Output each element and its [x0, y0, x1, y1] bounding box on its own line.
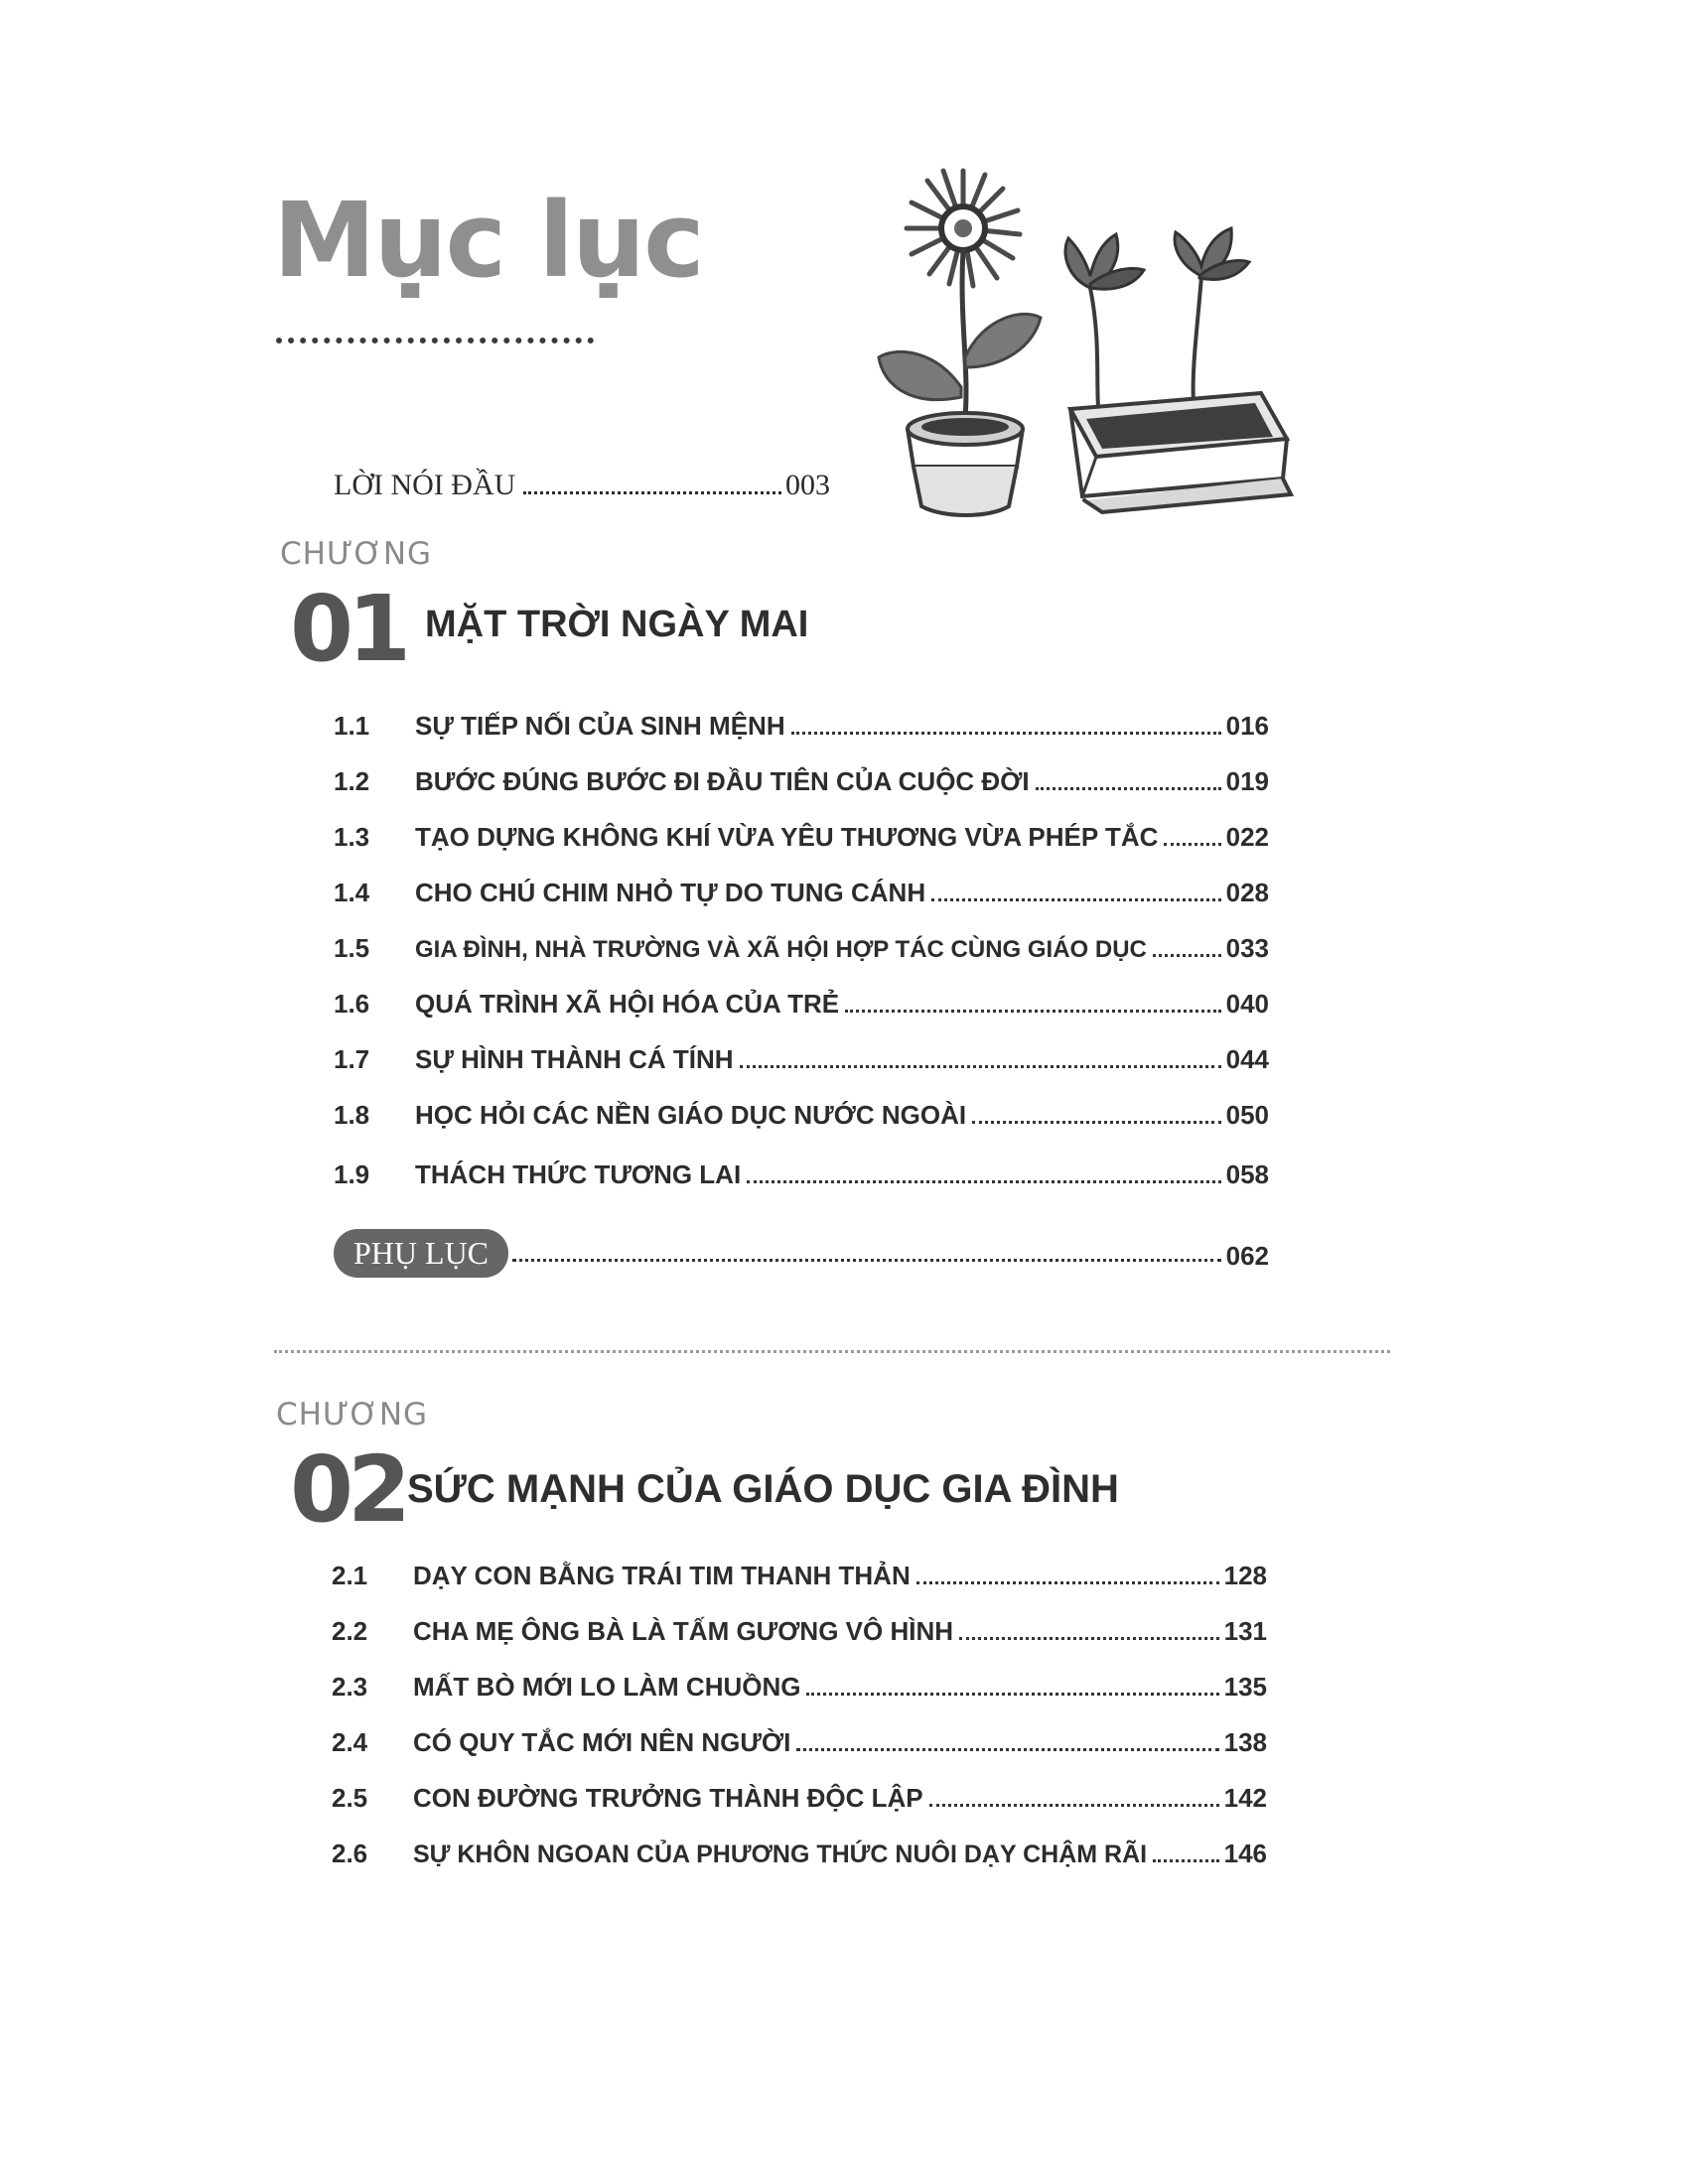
toc-entry-1-8[interactable] — [334, 1100, 1269, 1156]
section-title: CHO CHÚ CHIM NHỎ TỰ DO TUNG CÁNH — [415, 878, 926, 907]
section-title: TẠO DỰNG KHÔNG KHÍ VỪA YÊU THƯƠNG VỪA PHÉP TẮC — [415, 822, 1159, 852]
page-number: 019 — [1225, 766, 1269, 796]
toc-entry-appendix[interactable] — [334, 1229, 1269, 1278]
page-number: 142 — [1223, 1783, 1267, 1813]
section-number: 2.1 — [332, 1561, 368, 1590]
section-number: 1.2 — [334, 766, 370, 796]
dot-leader — [791, 732, 1221, 735]
page-number: 135 — [1223, 1672, 1267, 1702]
dot-leader — [796, 1748, 1218, 1751]
section-title: CÓ QUY TẮC MỚI NÊN NGƯỜI — [413, 1727, 791, 1757]
toc-entry-2-1[interactable] — [332, 1561, 1267, 1616]
dot-leader — [959, 1637, 1219, 1640]
toc-entry-1-5[interactable] — [334, 933, 1269, 989]
toc-entry-2-4[interactable] — [332, 1727, 1267, 1783]
toc-entry-1-6[interactable] — [334, 989, 1269, 1044]
section-title: THÁCH THỨC TƯƠNG LAI — [415, 1160, 742, 1189]
section-title: SỰ KHÔN NGOAN CỦA PHƯƠNG THỨC NUÔI DẠY CHẬM RÃI — [413, 1841, 1148, 1868]
appendix-badge: PHỤ LỤC — [334, 1229, 508, 1278]
toc-entry-1-1[interactable] — [334, 711, 1269, 766]
section-title: QUÁ TRÌNH XÃ HỘI HÓA CỦA TRẺ — [415, 989, 840, 1019]
toc-entry-2-2[interactable] — [332, 1616, 1267, 1672]
section-title: SỰ HÌNH THÀNH CÁ TÍNH — [415, 1044, 734, 1074]
sunflower-pot-icon — [879, 171, 1041, 515]
page-number: 050 — [1225, 1100, 1269, 1130]
chapter-label: CHƯƠNG — [276, 1397, 429, 1433]
section-title: CON ĐƯỜNG TRƯỞNG THÀNH ĐỘC LẬP — [413, 1783, 923, 1813]
section-title: GIA ĐÌNH, NHÀ TRƯỜNG VÀ XÃ HỘI HỢP TÁC CÙNG GIÁO DỤC — [415, 936, 1147, 963]
page-title: Mục lục — [273, 180, 703, 301]
chapter-divider — [274, 1350, 1390, 1353]
section-number: 1.4 — [334, 878, 370, 907]
section-number: 2.5 — [332, 1783, 368, 1813]
preface-page: 003 — [785, 469, 830, 501]
page-number: 131 — [1223, 1616, 1267, 1646]
toc-entry-2-5[interactable] — [332, 1783, 1267, 1839]
planter-box-icon — [1065, 228, 1291, 512]
toc-entry-2-6[interactable] — [332, 1839, 1267, 1894]
page-number: 033 — [1225, 933, 1269, 963]
toc-entry-1-7[interactable] — [334, 1044, 1269, 1100]
dot-leader — [523, 491, 781, 494]
section-title: MẤT BÒ MỚI LO LÀM CHUỒNG — [413, 1672, 801, 1702]
page-number: 016 — [1225, 711, 1269, 741]
chapter-number: 02 — [290, 1436, 406, 1543]
dot-leader — [916, 1581, 1219, 1584]
section-title: SỰ TIẾP NỐI CỦA SINH MỆNH — [415, 711, 785, 741]
preface-entry[interactable] — [334, 469, 830, 502]
toc-entry-1-3[interactable] — [334, 822, 1269, 878]
section-number: 1.3 — [334, 822, 370, 852]
section-title: HỌC HỎI CÁC NỀN GIÁO DỤC NƯỚC NGOÀI — [415, 1100, 967, 1130]
toc-entry-1-9[interactable] — [334, 1156, 1269, 1221]
page-number: 040 — [1225, 989, 1269, 1019]
page-number: 062 — [1225, 1241, 1269, 1271]
title-dotted-rule — [276, 338, 594, 343]
section-number: 2.6 — [332, 1839, 368, 1868]
section-title: DẠY CON BẰNG TRÁI TIM THANH THẢN — [413, 1561, 911, 1590]
section-number: 1.1 — [334, 711, 370, 741]
chapter-title: SỨC MẠNH CỦA GIÁO DỤC GIA ĐÌNH — [407, 1467, 1119, 1511]
section-number: 2.4 — [332, 1727, 368, 1757]
preface-label: LỜI NÓI ĐẦU — [334, 469, 516, 501]
section-number: 1.5 — [334, 933, 370, 963]
section-number: 1.9 — [334, 1160, 370, 1189]
chapter-2-toc — [332, 1561, 1267, 1894]
dot-leader — [1036, 787, 1221, 790]
chapter-title: MẶT TRỜI NGÀY MAI — [425, 604, 809, 645]
dot-leader — [512, 1259, 1221, 1262]
flower-pots-illustration — [874, 159, 1390, 526]
dot-leader — [931, 898, 1221, 901]
section-number: 1.8 — [334, 1100, 370, 1130]
page-number: 028 — [1225, 878, 1269, 907]
section-title: CHA MẸ ÔNG BÀ LÀ TẤM GƯƠNG VÔ HÌNH — [413, 1616, 953, 1646]
dot-leader — [806, 1693, 1218, 1696]
page-number: 022 — [1225, 822, 1269, 852]
dot-leader — [1164, 843, 1220, 846]
dot-leader — [929, 1804, 1219, 1807]
dot-leader — [1153, 954, 1221, 957]
section-number: 1.6 — [334, 989, 370, 1019]
section-title: BƯỚC ĐÚNG BƯỚC ĐI ĐẦU TIÊN CỦA CUỘC ĐỜI — [415, 766, 1030, 796]
page-number: 058 — [1225, 1160, 1269, 1189]
toc-entry-1-4[interactable] — [334, 878, 1269, 933]
toc-entry-2-3[interactable] — [332, 1672, 1267, 1727]
page-number: 138 — [1223, 1727, 1267, 1757]
toc-entry-1-2[interactable] — [334, 766, 1269, 822]
section-number: 1.7 — [334, 1044, 370, 1074]
chapter-1-toc — [334, 711, 1269, 1278]
page-number: 044 — [1225, 1044, 1269, 1074]
dot-leader — [1153, 1859, 1218, 1862]
chapter-label: CHƯƠNG — [280, 536, 433, 572]
dot-leader — [972, 1121, 1221, 1124]
dot-leader — [740, 1065, 1221, 1068]
page-number: 128 — [1223, 1561, 1267, 1590]
dot-leader — [747, 1180, 1220, 1183]
chapter-number: 01 — [290, 576, 406, 682]
section-number: 2.2 — [332, 1616, 368, 1646]
section-number: 2.3 — [332, 1672, 368, 1702]
dot-leader — [845, 1010, 1221, 1013]
page-number: 146 — [1223, 1839, 1267, 1868]
